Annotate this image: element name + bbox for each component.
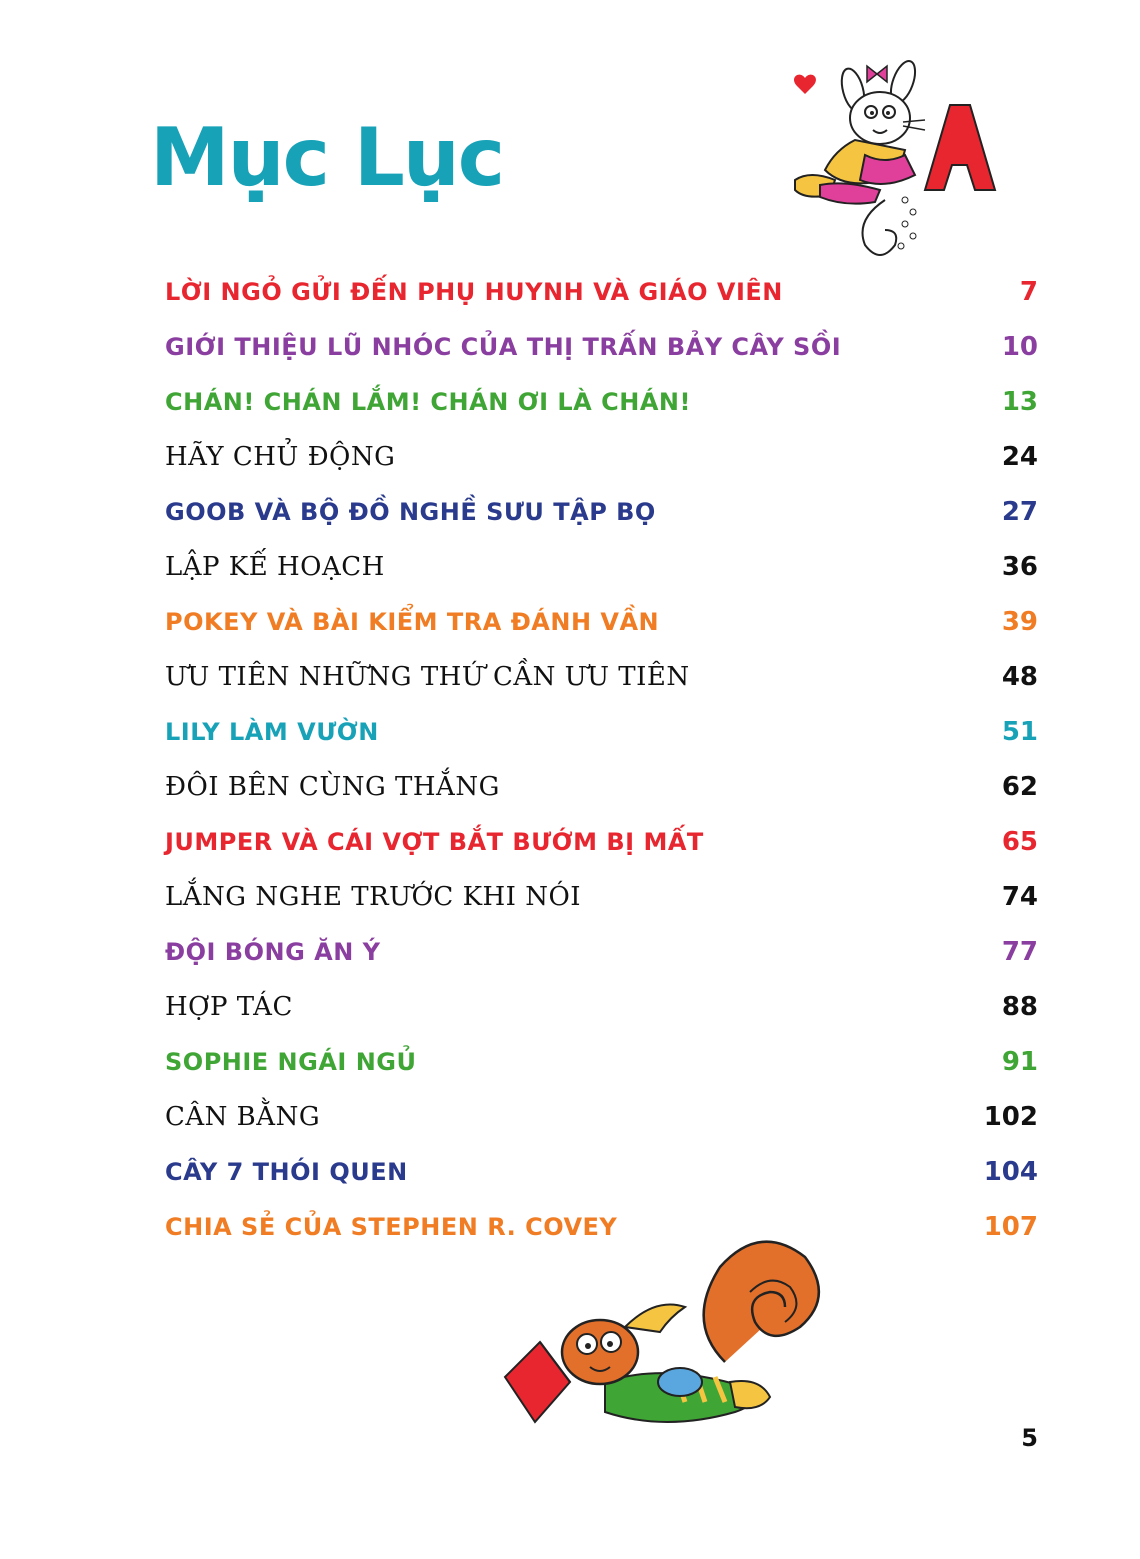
toc-row (0, 760, 1140, 815)
toc-row (0, 1035, 1140, 1090)
toc-row (0, 705, 1140, 760)
toc-entry-title: ĐỘI BÓNG ĂN Ý (165, 938, 381, 966)
toc-entry-page: 10 (1001, 332, 1038, 362)
toc-entry-title: LỜI NGỎ GỬI ĐẾN PHỤ HUYNH VÀ GIÁO VIÊN (165, 278, 783, 306)
toc-entry-page: 51 (1001, 717, 1038, 747)
toc-row (0, 485, 1140, 540)
toc-entry-title: ĐÔI BÊN CÙNG THẮNG (165, 772, 500, 802)
toc-entry-title: ƯU TIÊN NHỮNG THỨ CẦN ƯU TIÊN (165, 662, 690, 692)
toc-row (0, 430, 1140, 485)
toc-entry-page: 104 (983, 1157, 1038, 1187)
bunny-illustration (785, 60, 1005, 265)
toc-row (0, 870, 1140, 925)
toc-entry-title: HỢP TÁC (165, 992, 293, 1022)
page-title: Mục Lục (150, 111, 504, 204)
toc-entry-page: 27 (1001, 497, 1038, 527)
toc-row (0, 595, 1140, 650)
toc-entry-page: 107 (983, 1212, 1038, 1242)
toc-entry-title: CHÁN! CHÁN LẮM! CHÁN ƠI LÀ CHÁN! (165, 388, 691, 416)
toc-entry-page: 62 (1001, 772, 1038, 802)
toc-row (0, 815, 1140, 870)
toc-entry-page: 36 (1001, 552, 1038, 582)
toc-entry-page: 65 (1001, 827, 1038, 857)
toc-entry-page: 88 (1001, 992, 1038, 1022)
toc-entry-title: SOPHIE NGÁI NGỦ (165, 1048, 417, 1076)
toc-row (0, 1145, 1140, 1200)
toc-entry-page: 13 (1001, 387, 1038, 417)
toc-entry-title: LẮNG NGHE TRƯỚC KHI NÓI (165, 882, 582, 912)
toc-row (0, 265, 1140, 320)
toc-entry-page: 7 (1019, 277, 1038, 307)
toc-entry-title: LILY LÀM VƯỜN (165, 718, 379, 746)
toc-row (0, 375, 1140, 430)
toc-row (0, 1090, 1140, 1145)
toc-entry-title: HÃY CHỦ ĐỘNG (165, 442, 396, 472)
toc-entry-page: 91 (1001, 1047, 1038, 1077)
toc-entry-page: 39 (1001, 607, 1038, 637)
toc-row (0, 925, 1140, 980)
toc-entry-title: POKEY VÀ BÀI KIỂM TRA ĐÁNH VẦN (165, 608, 660, 636)
toc-entry-title: CÂN BẰNG (165, 1102, 321, 1132)
toc-entry-page: 48 (1001, 662, 1038, 692)
toc-entry-title: CÂY 7 THÓI QUEN (165, 1158, 408, 1186)
squirrel-reading-illustration (495, 1232, 845, 1452)
page-number: 5 (1021, 1424, 1038, 1452)
toc-entry-page: 77 (1001, 937, 1038, 967)
toc-entry-title: LẬP KẾ HOẠCH (165, 552, 385, 582)
toc-entry-page: 74 (1001, 882, 1038, 912)
toc-entry-title: CHIA SẺ CỦA STEPHEN R. COVEY (165, 1213, 618, 1241)
toc-entry-title: GIỚI THIỆU LŨ NHÓC CỦA THỊ TRẤN BẢY CÂY SỒI (165, 333, 842, 361)
toc-entry-page: 102 (983, 1102, 1038, 1132)
toc-row (0, 540, 1140, 595)
toc-entry-page: 24 (1001, 442, 1038, 472)
toc-row (0, 980, 1140, 1035)
toc-row (0, 650, 1140, 705)
toc-entry-title: JUMPER VÀ CÁI VỢT BẮT BƯỚM BỊ MẤT (165, 828, 704, 856)
toc-row (0, 320, 1140, 375)
toc-entry-title: GOOB VÀ BỘ ĐỒ NGHỀ SƯU TẬP BỌ (165, 498, 656, 526)
